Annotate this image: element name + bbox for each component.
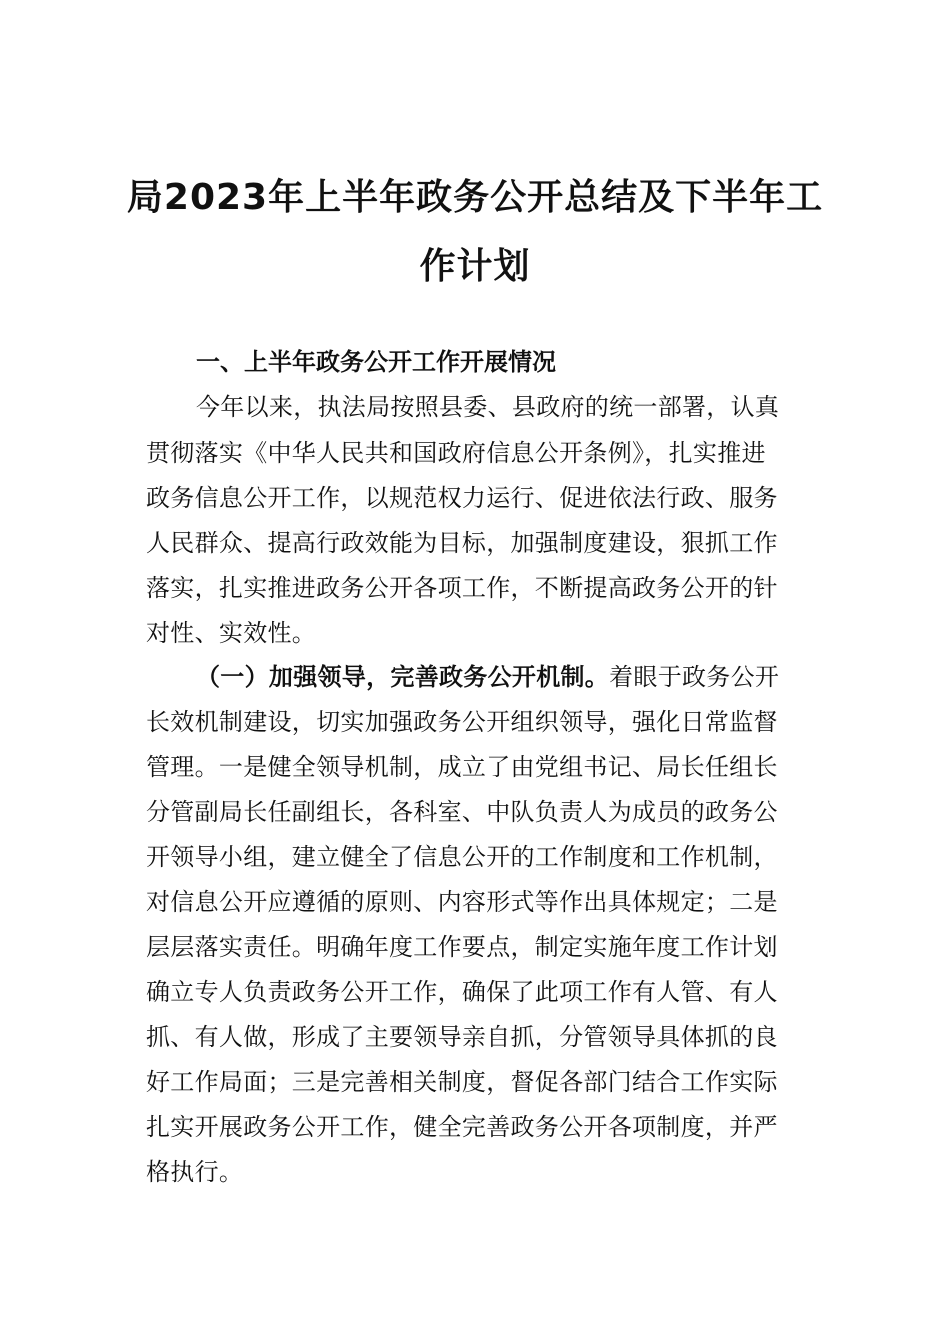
- paragraph-line: 管理。一是健全领导机制，成立了由党组书记、局长任组长: [146, 753, 778, 781]
- paragraph-line: 政务信息公开工作，以规范权力运行、促进依法行政、服务: [146, 484, 778, 512]
- paragraph-line: 抓、有人做，形成了主要领导亲自抓，分管领导具体抓的良: [146, 1023, 778, 1051]
- sub-heading: （一）加强领导，完善政务公开机制。: [196, 662, 610, 691]
- paragraph-line: 扎实开展政务公开工作，健全完善政务公开各项制度，并严: [146, 1113, 778, 1141]
- paragraph-text: 着眼于政务公开: [609, 663, 780, 691]
- paragraph-line: 格执行。: [146, 1158, 244, 1186]
- paragraph-line: 层层落实责任。明确年度工作要点，制定实施年度工作计划: [146, 933, 778, 961]
- document-title-line-1: 局2023年上半年政务公开总结及下半年工: [126, 177, 824, 218]
- document-title-line-2: 作计划: [419, 246, 531, 287]
- paragraph-line: 分管副局长任副组长，各科室、中队负责人为成员的政务公: [146, 798, 778, 826]
- paragraph-line: 开领导小组，建立健全了信息公开的工作制度和工作机制，: [146, 843, 778, 871]
- paragraph-line: 贯彻落实《中华人民共和国政府信息公开条例》，扎实推进: [146, 439, 766, 467]
- paragraph-line: 确立专人负责政务公开工作，确保了此项工作有人管、有人: [146, 978, 778, 1006]
- paragraph-line: 落实，扎实推进政务公开各项工作，不断提高政务公开的针: [146, 574, 778, 602]
- section-heading: 一、上半年政务公开工作开展情况: [196, 348, 556, 376]
- paragraph-line: 对性、实效性。: [146, 619, 317, 647]
- paragraph-line: 今年以来，执法局按照县委、县政府的统一部署，认真: [196, 393, 780, 421]
- paragraph-line: 人民群众、提高行政效能为目标，加强制度建设，狠抓工作: [146, 529, 778, 557]
- paragraph-line: 长效机制建设，切实加强政务公开组织领导，强化日常监督: [146, 708, 778, 736]
- paragraph-line: 对信息公开应遵循的原则、内容形式等作出具体规定；二是: [146, 888, 778, 916]
- paragraph-line: 好工作局面；三是完善相关制度，督促各部门结合工作实际: [146, 1068, 778, 1096]
- paragraph-line: [196, 660, 779, 694]
